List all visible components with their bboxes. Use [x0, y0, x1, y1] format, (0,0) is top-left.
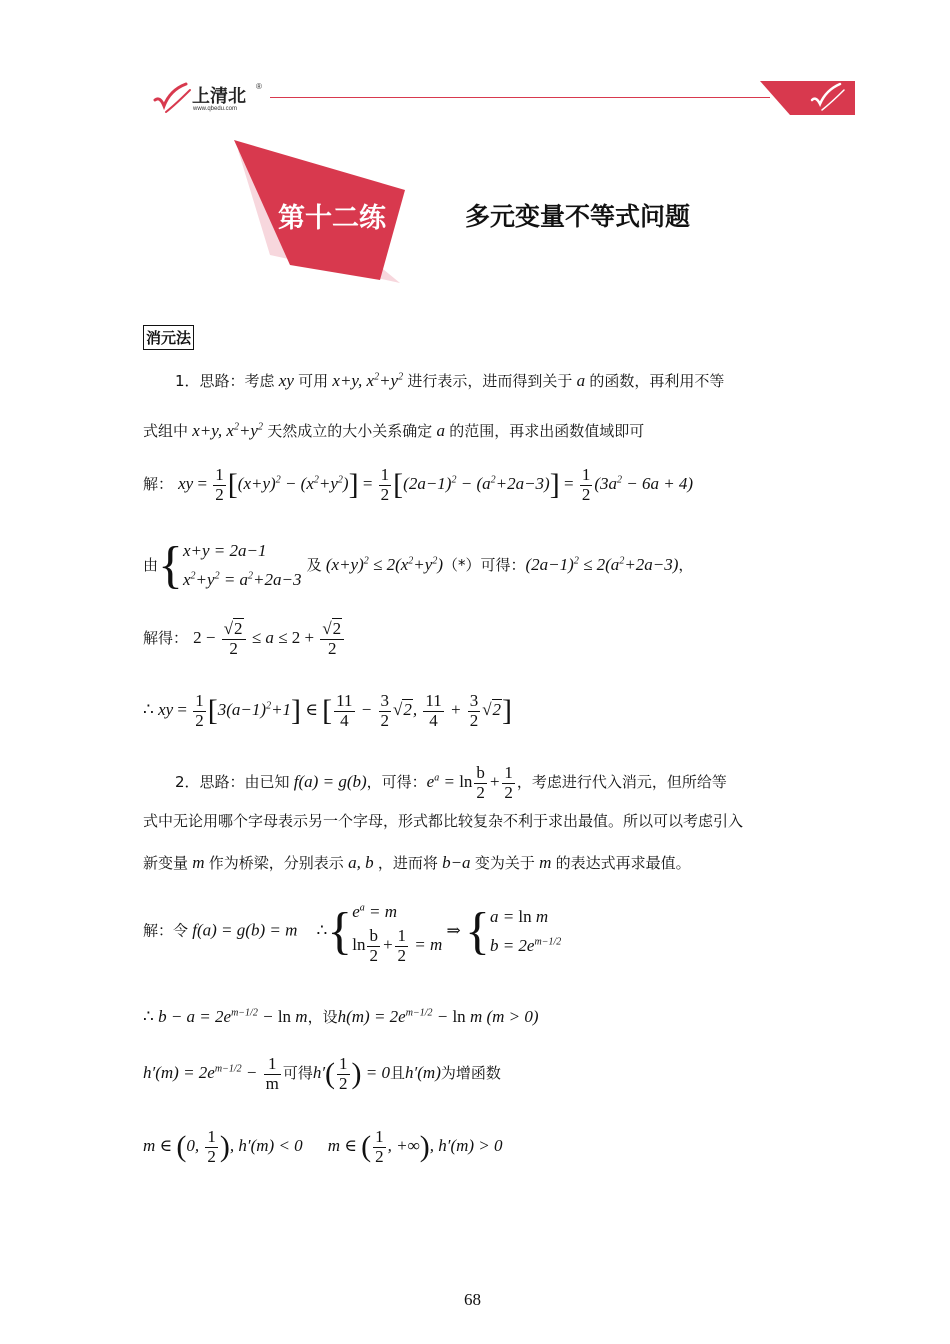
header-rule	[270, 97, 770, 98]
header-logo	[152, 80, 272, 120]
logo-url: www.qbedu.com	[193, 106, 238, 112]
p1-solution-system: 由{x+y = 2a−1 $x^2+y^2 = a^2+2a-3$ 及 $(x+y)^2 \le 2(x^2+y^2)(*)$可得：$(2a-1)^2 \le 2(a^2+2a-3)$，	[143, 536, 694, 594]
p2-solution-h: ∴ $b - a = 2e^{m-1/2} - \ln m$，设$h(m) = 2e^{m-1/2} - \ln m$ (m > 0)	[143, 1007, 539, 1026]
lesson-number: 第十二练	[278, 203, 386, 234]
p2-line1: 2．思路：由已知 f(a) = g(b)，可得：$e^a = \ln$ $\frac{b}{2}$ + $\frac{1}{2}$ ，考虑进行代入消元，但所给等	[175, 763, 727, 802]
checkmark-logo-icon	[152, 82, 192, 116]
section-label: 消元法	[143, 325, 194, 350]
p1-solution-eq1: 解： xy = $\frac{1}{2}$ $[(x+y)^2 - (x^2+y^2)]$ = $\frac{1}{2}$ $[(2a-1)^2 - (a^2+2a-3)]$ = $\frac{1}{2}$ $(3a^2 - 6a + 4)$	[143, 465, 694, 504]
p2-solution-monotonic: m ∈ (0, $\frac{1}{2}$ ), h′(m) < 0 m ∈ ( $\frac{1}{2}$ , +∞), h′(m) > 0	[143, 1127, 503, 1166]
logo-mark: ®	[256, 82, 262, 91]
page-number: 68	[464, 1290, 481, 1309]
p2-solution-system: 解：令 f(a) = g(b) = m $\therefore\{e^a = m$ ln $\frac{b}{2}$ + $\frac{1}{2}$ = m ⇒ {a = ln m $b = 2e^{m-1/2}$	[143, 902, 562, 965]
p1-line1: 1．思路：考虑 xy 可用 x+y, $x^2+y^2$ 进行表示，进而得到关于 a 的函数，再利用不等	[175, 371, 725, 390]
header-corner-badge	[760, 80, 855, 116]
p1-line2: 式组中 x+y, $x^2+y^2$ 天然成立的大小关系确定 a 的范围，再求出函数值域即可	[143, 421, 645, 440]
page-title: 多元变量不等式问题	[465, 202, 691, 231]
p1-solution-range: 解得： 2 − $\frac{√2}{2}$ ≤ a ≤ 2 + $\frac{√2}{2}$	[143, 620, 346, 658]
p2-line3: 新变量 m 作为桥梁，分别表示 a, b ，进而将 b−a 变为关于 m 的表达式再求最值。	[143, 853, 691, 872]
logo-name: 上清北	[192, 86, 246, 107]
p2-solution-derivative: $h'(m) = 2e^{m-1/2}$ − $\frac{1}{m}$ 可得h′( $\frac{1}{2}$ ) = 0且h′(m)为增函数	[143, 1054, 501, 1093]
p2-line2: 式中无论用哪个字母表示另一个字母，形式都比较复杂不利于求出最值。所以可以考虑引入	[143, 812, 744, 830]
p1-solution-result: ∴ xy = $\frac{1}{2}$ $[3(a-1)^2+1]$ ∈ [ $\frac{11}{4}$ − $\frac{3}{2}$ √2, $\frac{11}{4}$ + $\frac{3}{2}$ √2]	[143, 691, 513, 730]
